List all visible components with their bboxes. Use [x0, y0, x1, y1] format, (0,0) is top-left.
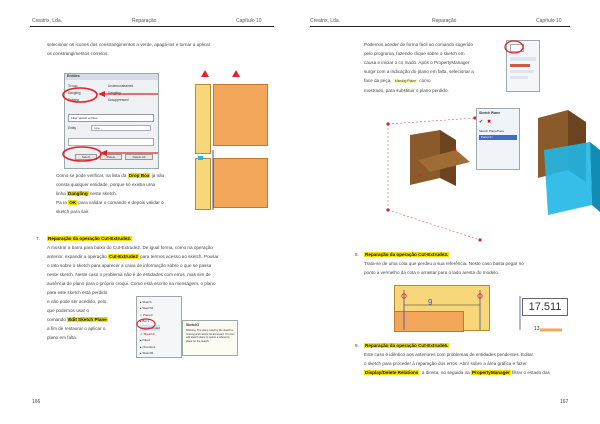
step8-number: 8. — [355, 252, 359, 257]
step9-text: Reparação da operação Cut-Extrude6. Este caso é idêntico aos anteriores com problemas de entidades pendentes. Editar o sketch para proceder à reparação dos erros. Abrir sobre a área gráfica e fazer Display/Delete Relations, à direita, no seguida na PropertyManager filtrar o estado das — [364, 343, 550, 375]
cancel-icon[interactable]: ✖ — [487, 119, 492, 125]
header-section: Reparação — [132, 18, 157, 24]
header-section: Reparação — [432, 18, 457, 24]
tree-highlight-circle — [137, 319, 155, 329]
panel-title: Sketch Plane — [479, 111, 501, 115]
intro-text: selecionar os ícones dos constrangimentos a verde, apagá-los e tornar a aplicar os constrangimentos corretos. — [47, 42, 211, 56]
face-highlight: Missing Plane — [394, 79, 416, 83]
dialog-delete-all-button[interactable]: Delete All — [125, 154, 153, 160]
header-company: Creatrix, Lda. — [310, 18, 341, 24]
dimension-corner: 13 — [534, 326, 540, 332]
dialog-entity-value[interactable]: Line — [91, 125, 151, 131]
tree-item[interactable]: ▸ Bel 1 — [140, 319, 150, 324]
tooltip-text: Warning: The plane used by the sketch is missing and cannot be accessed. You can edit sketch plane to select a reference plane for the sketch. — [186, 329, 235, 343]
dialog-delete-button[interactable]: Delete — [100, 154, 122, 160]
intro-text: Podemos aceder de forma fácil ao comando sugerido pelo programa, fazendo clique sobre o sketch em causa e iniciar o co mado. Após o PropertyManager surgir com a indicação do plano em falta, selecionar a face da peça, Missing Plane como mostrado, para substituir o plano perdido. — [364, 42, 474, 93]
dialog-filter[interactable]: Filter sketch entities — [68, 114, 154, 122]
tree-item[interactable]: ◇ Plane3 — [140, 312, 153, 317]
header-company: Creatrix, Lda. — [32, 18, 63, 24]
step8-text: Reparação da operação Cut-Extrude3. Trata-se de uma cota que perdeu a sua referência. Neste caso basta pegar no ponto a vermelho da cota e arrastar para o lado aresta do modelo. — [364, 252, 524, 275]
step9-number: 9. — [355, 343, 359, 348]
tooltip-title: Sketch3 — [186, 323, 200, 327]
dialog-rows: To sup. Underconstrained Dangling Dangling Existing Unsuppressed — [68, 84, 134, 102]
tree-item[interactable]: ⚠ Sketch3 — [140, 332, 155, 337]
tree-item[interactable]: ▸ Sketch — [140, 300, 152, 304]
note-text: Como se pode verificar, na lista da Drop Box já não consta qualquer entidade, porque só existia uma linha Dangling neste sketch. Pa ra OK para validar o comando e depois validar o sketch para sair. — [56, 173, 165, 214]
tree-item[interactable]: ▾ Cut-Extrude2 — [140, 325, 161, 330]
right-page — [300, 0, 600, 424]
tree-item[interactable]: ▸ Fillet1 — [140, 338, 151, 343]
header-chapter: Capítulo 10 — [536, 18, 562, 24]
dimension-large[interactable]: 17.511 — [522, 298, 568, 316]
header-chapter: Capítulo 10 — [236, 18, 262, 24]
panel-selection[interactable]: Face<1> — [479, 135, 517, 140]
step7-number: 7. — [36, 236, 40, 241]
dialog-select-button[interactable]: Select — [75, 154, 97, 160]
dialog-title: Entities — [67, 74, 80, 78]
tree-item[interactable]: ▸ Sketch2 — [140, 306, 154, 311]
tree-item[interactable]: ▸ Chamfer1 — [140, 344, 156, 349]
footer-page-number: 166 — [32, 399, 41, 405]
footer-page-number: 167 — [560, 399, 569, 405]
dimension-small[interactable]: 9 — [428, 298, 433, 307]
tree-item[interactable]: ▸ Sketch5 — [140, 351, 154, 356]
dialog-entity-label: Entity — [68, 126, 76, 130]
panel-section: Sketch Plane/Face — [479, 129, 505, 133]
ok-icon[interactable]: ✔ — [479, 119, 484, 125]
step7-text: Reparação da operação Cut-Extrude2. A mostrar a barra para baixo do Cut-Extrude2. De igual forma, como na operação anterior, expandir a operação Cut-Extrude2 para termos acesso ao sketch. Pousar o rato sobre o sketch para aparecer a caixa de informação sobre o que se passa neste sketch. Neste caso o problema não é de entidades com erros, mas sim de ausência de plano para o próprio croqui. Como está escrito na mensagem, o plano para este sketch está perdido e não pode ser acedido, pelo que podemos usar o comando Edit Sketch Plane a fim de restaurar o aplicar o plano em falta. — [47, 236, 219, 340]
